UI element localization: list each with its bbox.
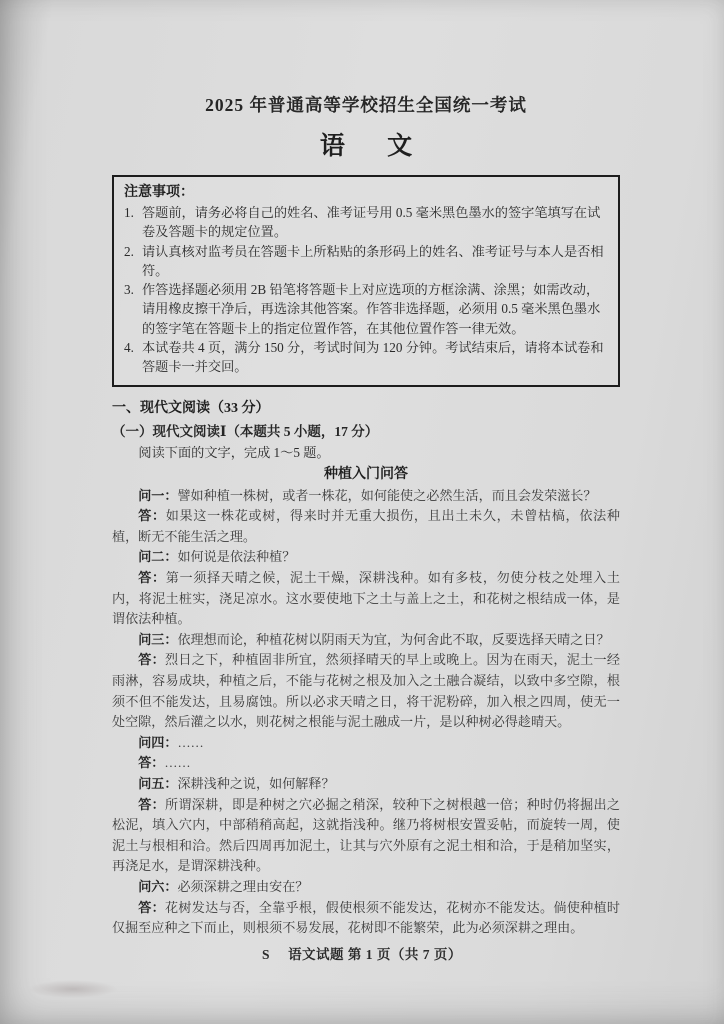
qa-paragraph	[112, 774, 620, 795]
question-text: ……	[177, 734, 204, 750]
notice-item-text: 作答选择题必须用 2B 铅笔将答题卡上对应选项的方框涂满、涂黑；如需改动，请用橡皮擦干净后，再选涂其他答案。作答非选择题，必须用 0.5 毫米黑色墨水的签字笔在答题卡上的指定位置作答，在其他位置作答一律无效。	[142, 282, 601, 336]
answer-label: 答：	[138, 652, 165, 668]
notice-item	[124, 203, 608, 242]
scan-smudge	[28, 980, 118, 998]
answer-label: 答：	[138, 508, 166, 524]
question-text: 深耕浅种之说，如何解释？	[177, 775, 335, 791]
qa-paragraph	[112, 486, 620, 507]
answer-label: 答：	[138, 899, 165, 915]
qa-paragraph	[112, 630, 620, 651]
question-text: 如何说是依法种植？	[177, 549, 296, 565]
notice-item-text: 请认真核对监考员在答题卡上所粘贴的条形码上的姓名、准考证号与本人是否相符。	[142, 243, 604, 278]
answer-text: 所谓深耕，即是种树之穴必掘之稍深，较种下之树根越一倍；种时仍将掘出之松泥，填入穴内，中部稍稍高起，这就指浅种。继乃将树根安置妥帖，而旋转一周，使泥土与根相和洽。然后四周再加泥土，让其与穴外原有之泥土相和洽，于是稍加坚实，再浇足水，是谓深耕浅种。	[112, 796, 621, 874]
section-heading: 一、现代文阅读（33 分）	[112, 400, 270, 416]
page-content	[112, 0, 620, 939]
question-text: 必须深耕之理由安在？	[177, 878, 309, 894]
qa-paragraph	[112, 650, 620, 732]
notice-item-number: 2.	[124, 243, 134, 259]
reading-instruction: 阅读下面的文字，完成 1～5 题。	[138, 444, 330, 460]
question-label: 问二：	[138, 549, 178, 565]
notice-item	[124, 242, 608, 281]
qa-paragraph	[112, 877, 620, 898]
answer-label: 答：	[138, 796, 165, 812]
answer-label: 答：	[138, 755, 165, 771]
qa-paragraph	[112, 506, 620, 547]
question-label: 问三：	[138, 631, 178, 647]
notice-list	[124, 203, 608, 377]
notice-item-number: 1.	[124, 205, 134, 220]
exam-title: 2025 年普通高等学校招生全国统一考试	[205, 95, 527, 115]
answer-text: 烈日之下，种植固非所宜，然须择晴天的早上或晚上。因为在雨天，泥土一经雨淋，容易成块，种植之后，不能与花树之根及加入之土融合凝结，以致中多空隙，根须不但不能发达，且易腐蚀。所以必求天晴之日，将干泥粉碎，加入根之四周，使无一处空隙，然后灌之以水，则花树之根能与泥土融成一片，是以种树必得趁晴天。	[112, 652, 621, 730]
answer-text: ……	[164, 755, 191, 771]
qa-paragraph	[112, 568, 620, 630]
qa-paragraph	[112, 795, 620, 877]
footer-text: 语文试题 第 1 页（共 7 页）	[288, 947, 462, 962]
question-label: 问五：	[138, 775, 178, 791]
qa-paragraph	[112, 733, 620, 754]
qa-paragraph	[112, 547, 620, 568]
notice-item-number: 4.	[124, 340, 134, 356]
question-text: 譬如种植一株树，或者一株花，如何能使之必然生活，而且会发荣滋长？	[177, 487, 597, 503]
notice-item	[124, 280, 608, 338]
passage-body	[112, 486, 620, 939]
page-footer	[0, 943, 724, 963]
notice-item-text: 答题前，请务必将自己的姓名、准考证号用 0.5 毫米黑色墨水的签字笔填写在试卷及答题卡的规定位置。	[142, 205, 601, 240]
section-subheading: （一）现代文阅读Ⅰ（本题共 5 小题，17 分）	[112, 423, 379, 439]
notice-box	[112, 175, 620, 387]
qa-paragraph	[112, 753, 620, 774]
paper-code: S	[262, 947, 271, 962]
notice-item-text: 本试卷共 4 页，满分 150 分，考试时间为 120 分钟。考试结束后，请将本试卷和答题卡一并交回。	[142, 340, 604, 375]
notice-item-number: 3.	[124, 282, 134, 298]
answer-text: 如果这一株花或树，得来时并无重大损伤，且出土未久，未曾枯槁，依法种植，断无不能生活之理。	[112, 508, 621, 544]
question-label: 问四：	[138, 734, 178, 750]
answer-label: 答：	[138, 570, 166, 586]
question-text: 依理想而论，种植花树以阴雨天为宜，为何舍此不取，反要选择天晴之日？	[177, 631, 610, 647]
subject-title: 语 文	[319, 133, 431, 160]
notice-item	[124, 338, 608, 377]
qa-paragraph	[112, 898, 620, 939]
question-label: 问一：	[138, 487, 178, 503]
answer-text: 第一须择天晴之候，泥土干燥，深耕浅种。如有多枝，勿使分枝之处埋入土内，将泥土桩实，浇足凉水。这水要使地下之土与盖上之土，和花树之根结成一体，是谓依法种植。	[112, 570, 621, 627]
answer-text: 花树发达与否，全靠乎根，假使根须不能发达，花树亦不能发达。倘使种植时仅掘至应种之下而止，则根须不易发展，花树即不能繁荣，此为必须深耕之理由。	[112, 899, 621, 936]
notice-heading: 注意事项：	[124, 185, 194, 200]
question-label: 问六：	[138, 878, 178, 894]
passage-title: 种植入门问答	[324, 466, 408, 482]
